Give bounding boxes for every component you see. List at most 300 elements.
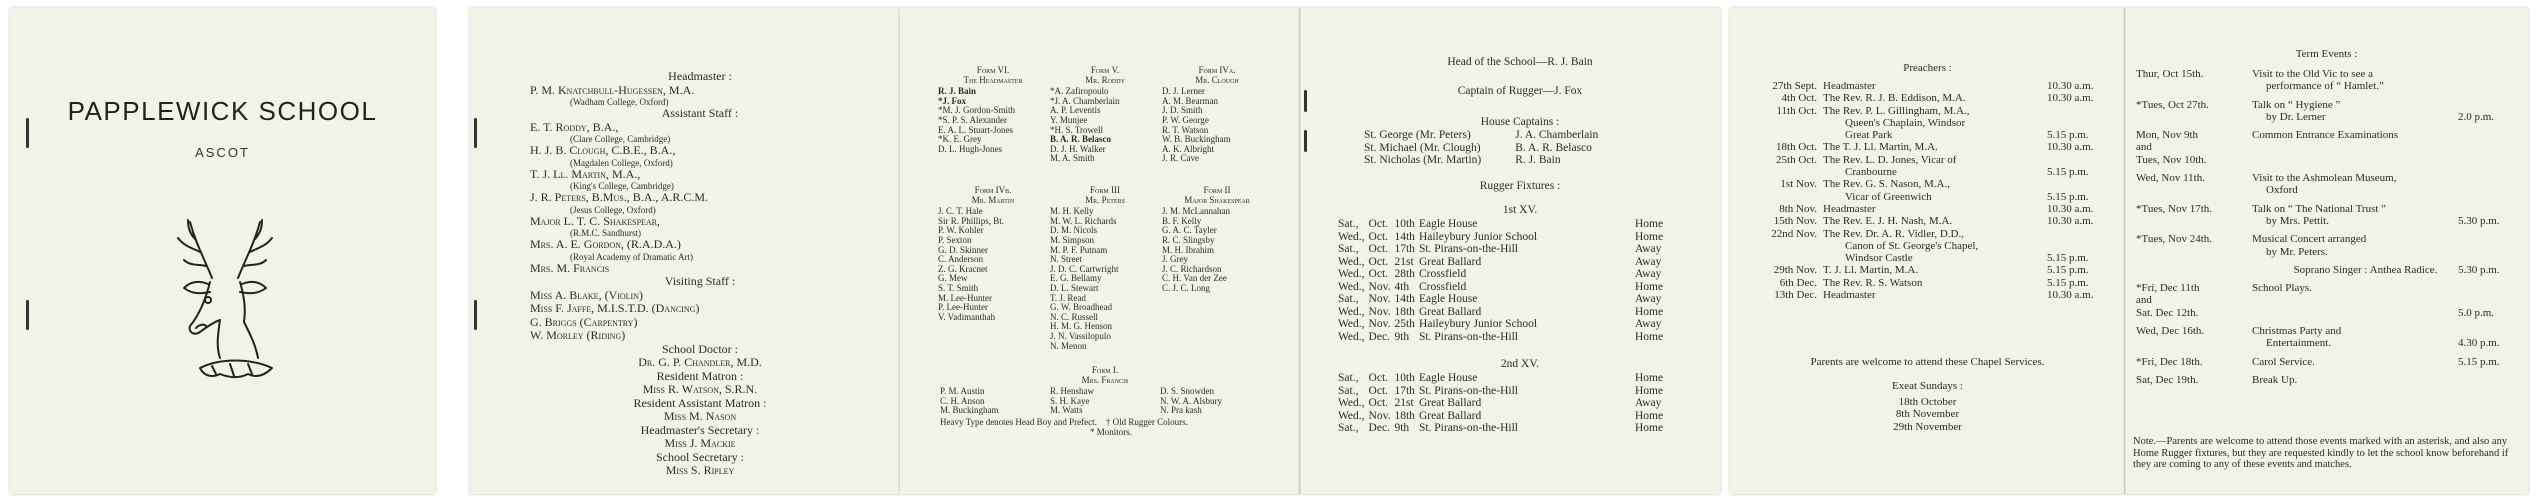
rugger-captain: Captain of Rugger—J. Fox [1457, 85, 1583, 97]
staff-name: Dr. G. P. Chandler, M.D. [638, 355, 762, 369]
event-time [2455, 233, 2523, 258]
event-line: Visit to the Ashmolean Museum, [2252, 172, 2397, 185]
event-date-line: *Tues, Nov 17th. [2136, 202, 2212, 215]
fixture-month: Oct. [1368, 255, 1389, 268]
fixture-row [1336, 243, 1665, 256]
event-line: by Mrs. Pettit. [2266, 214, 2329, 227]
event-description [2249, 99, 2455, 124]
preacher-line: Vicar of Greenwich [1845, 190, 1932, 203]
fixture-row [1336, 397, 1665, 410]
form-title: Form IVb. [974, 185, 1012, 195]
fixture-day: Wed., [1338, 230, 1365, 243]
fixture-venue: Home [1634, 384, 1664, 397]
event-line: Break Up. [2252, 373, 2298, 386]
exeat-list [1730, 396, 2125, 433]
fixture-day: Wed., [1338, 409, 1365, 422]
staff-note: (King's College, Cambridge) [570, 181, 674, 191]
fixture-date: 18th [1394, 409, 1415, 422]
event-line: Entertainment. [2266, 337, 2332, 350]
pupil-name: D. M. Nicols [1050, 225, 1097, 236]
fixture-row [1336, 422, 1665, 435]
event-description [2249, 282, 2455, 319]
event-description [2249, 68, 2455, 93]
pupil-name: G. W. Broadhead [1050, 302, 1112, 313]
fixture-month: Nov. [1368, 318, 1391, 330]
preacher-line: The Rev. P. L. Gillingham, M.A., [1823, 104, 1970, 117]
event-date [2133, 356, 2249, 368]
preacher-name [1820, 141, 2044, 153]
pupil-name: H. M. G. Henson [1050, 321, 1112, 332]
staff-name: W. Morley (Riding) [530, 328, 626, 342]
page-gutter [2124, 8, 2126, 494]
pupil-name: A. K. Albright [1162, 143, 1215, 154]
staff-name: J. R. Peters, B.Mus., B.A., A.R.C.M. [530, 190, 709, 204]
event-row [2133, 99, 2523, 124]
second-xv-fixtures [1336, 372, 1665, 435]
pupil-name: R. Henshaw [1050, 386, 1094, 397]
fixture-month: Oct. [1368, 397, 1389, 409]
fixture-month: Oct. [1368, 372, 1389, 384]
event-description [2249, 233, 2455, 258]
event-line: Oxford [2266, 184, 2298, 197]
staff-name: P. M. Knatchbull-Hugessen, M.A. [530, 82, 695, 97]
fixture-month: Dec. [1368, 422, 1390, 434]
preacher-line: The T. J. Ll. Martin, M.A. [1823, 141, 1938, 154]
staff-heading: Resident Matron : [656, 368, 744, 383]
preacher-row [1752, 277, 2096, 289]
pupil-name: Sir R. Phillips, Bt. [938, 215, 1005, 226]
fixture-month: Oct. [1368, 268, 1389, 280]
preacher-row [1752, 80, 2096, 92]
house-captain-row [1360, 129, 1602, 142]
event-date [2133, 68, 2249, 93]
pupil-name: *K. E. Grey [938, 134, 982, 145]
preacher-line: Great Park [1845, 129, 1893, 142]
soprano-time: 5.30 p.m. [2458, 263, 2500, 276]
pupil-name: G. D. Skinner [938, 244, 988, 255]
staff-note: (Jesus College, Oxford) [570, 204, 656, 215]
captain-name: B. A. R. Belasco [1515, 141, 1592, 154]
rugger-page [1300, 8, 1720, 494]
form-master: Mr. Martin [971, 194, 1015, 205]
fixture-month: Nov. [1368, 409, 1391, 422]
event-row [2133, 374, 2523, 386]
fixture-day: Wed., [1338, 268, 1365, 280]
form-one-column [940, 387, 1050, 416]
pupil-name: M. P. F. Putnam [1050, 244, 1108, 255]
event-date-line: Mon, Nov 9th [2136, 129, 2199, 142]
fixture-row [1336, 385, 1665, 398]
event-row [2133, 172, 2523, 197]
preacher-row [1752, 154, 2096, 179]
fixture-venue: Home [1634, 422, 1664, 434]
staff-note: (Wadham College, Oxford) [570, 97, 669, 107]
staff-note: (Royal Academy of Dramatic Art) [570, 251, 693, 262]
preacher-row [1752, 178, 2096, 203]
school-title: PAPPLEWICK SCHOOL [67, 96, 378, 126]
form-column [938, 186, 1048, 322]
event-date-line: *Fri, Dec 18th. [2136, 355, 2203, 368]
fixture-row [1336, 256, 1665, 269]
staff-name: Miss A. Blake, (Violin) [530, 287, 643, 302]
soprano-row [2133, 264, 2523, 276]
preacher-row [1752, 92, 2096, 104]
form-master: Mrs. Francis [1081, 374, 1129, 385]
pupil-name: B. A. R. Belasco [1050, 134, 1112, 145]
event-time [2455, 172, 2523, 197]
pupil-name: M. Watts [1050, 405, 1083, 416]
form-column [1050, 186, 1160, 351]
house-captains-title: House Captains : [1480, 116, 1560, 128]
fixture-month: Nov. [1368, 293, 1391, 305]
events-table [2133, 68, 2523, 392]
preacher-line: Windsor Castle [1845, 252, 1913, 265]
pupil-name: M. Simpson [1050, 234, 1095, 245]
event-row [2133, 233, 2523, 258]
event-time: 5.15 p.m. [2458, 355, 2500, 368]
pupil-name: D. J. H. Walker [1050, 143, 1106, 154]
preacher-date: 6th Dec. [1779, 276, 1817, 289]
event-time [2455, 68, 2523, 93]
pupil-name: M. A. Smith [1050, 153, 1095, 164]
preacher-date: 15th Nov. [1773, 215, 1817, 228]
fixture-date: 4th [1394, 280, 1410, 293]
pupil-name: G. Mew [938, 273, 968, 284]
soprano-singer: Soprano Singer : Anthea Radice. [2293, 263, 2438, 276]
event-description [2249, 356, 2455, 368]
preacher-line: The Rev. R. S. Watson [1823, 276, 1923, 289]
preacher-line: The Rev. G. S. Nason, M.A., [1823, 178, 1950, 191]
pupil-name: D. J. Lerner [1162, 86, 1205, 97]
form-master: The Headmaster [963, 74, 1023, 85]
event-date-line: *Fri, Dec 11th [2136, 282, 2200, 295]
form-title: Form IVa. [1198, 65, 1236, 75]
staff-note: (R.M.C. Sandhurst) [570, 228, 642, 238]
preacher-name [1820, 80, 2044, 92]
pupil-name: M. Buckingham [940, 405, 999, 416]
preacher-time: 10.30 a.m. [2047, 215, 2094, 228]
fixture-day: Wed., [1338, 318, 1365, 330]
staff-name: Miss S. Ripley [665, 463, 735, 477]
staff-heading: Headmaster's Secretary : [640, 422, 760, 437]
event-line: School Plays. [2252, 282, 2312, 295]
preacher-name [1820, 92, 2044, 104]
preacher-time: 10.30 a.m. [2047, 202, 2094, 215]
house-captains-table [1360, 129, 1602, 167]
preacher-date: 8th Nov. [1779, 202, 1817, 215]
fixture-venue: Away [1634, 268, 1662, 280]
pupil-name: J. C. T. Hale [938, 206, 983, 217]
preacher-time: 10.30 a.m. [2047, 289, 2094, 302]
pupil-name: R. J. Bain [938, 86, 977, 97]
event-date-line: and [2136, 141, 2152, 154]
form-one-column [1050, 387, 1160, 416]
preachers-page [1730, 8, 2125, 494]
pupil-name: C. Anderson [938, 254, 983, 265]
fixture-opponent: St. Pirans-on-the-Hill [1418, 330, 1518, 343]
fixture-venue: Home [1634, 409, 1664, 422]
forms-footnote [940, 418, 1280, 437]
event-time: 4.30 p.m. [2458, 337, 2500, 350]
event-description [2249, 203, 2455, 228]
event-row [2133, 282, 2523, 319]
fixture-day: Wed., [1338, 305, 1365, 318]
pupil-name: *J. Fox [938, 95, 966, 106]
term-events-page [2125, 8, 2528, 494]
pupil-name: N. Pra kash [1160, 405, 1202, 416]
fixture-opponent: Eagle House [1418, 372, 1478, 384]
pupil-name: D. S. Snowden [1160, 386, 1215, 397]
fixture-venue: Home [1634, 305, 1664, 318]
pupil-name: S. T. Smith [938, 282, 979, 293]
fixture-day: Wed., [1338, 280, 1365, 293]
pupil-name: A. P. Leventis [1050, 105, 1101, 116]
fixture-month: Oct. [1368, 384, 1389, 397]
event-description [2249, 325, 2455, 350]
staple-mark [474, 118, 477, 148]
fixture-day: Wed., [1338, 330, 1365, 343]
form-title: Form III [1090, 185, 1120, 195]
fixture-venue: Home [1634, 330, 1664, 343]
preacher-row [1752, 203, 2096, 215]
event-date [2133, 99, 2249, 124]
preacher-time: 5.15 p.m. [2047, 129, 2089, 142]
preacher-row [1752, 105, 2096, 142]
fixture-venue: Home [1634, 230, 1664, 243]
form-column [1162, 186, 1272, 294]
pupil-name: M. Lee-Hunter [938, 292, 992, 303]
staff-note: (Magdalen College, Oxford) [570, 157, 673, 168]
preacher-time: 5.15 p.m. [2047, 252, 2089, 265]
event-time [2455, 374, 2523, 386]
form-master: Mr. Clough [1195, 74, 1239, 85]
event-date [2133, 129, 2249, 166]
form-title: Form II [1203, 185, 1231, 195]
event-date-line: Sat, Dec 19th. [2136, 373, 2199, 386]
pupil-name: D. L. Hugh-Jones [938, 143, 1002, 154]
pupil-name: E. A. L. Stuart-Jones [938, 124, 1013, 135]
fixture-month: Oct. [1368, 243, 1389, 255]
fixture-date: 9th [1394, 422, 1410, 434]
fixture-opponent: Eagle House [1418, 293, 1478, 305]
preacher-time: 10.30 a.m. [2047, 141, 2094, 154]
preacher-name [1820, 289, 2044, 301]
pupil-name: N. Menon [1050, 340, 1087, 351]
event-time: 2.0 p.m. [2458, 110, 2495, 123]
preacher-date: 27th Sept. [1772, 80, 1817, 92]
fixture-venue: Away [1634, 293, 1662, 305]
event-date [2133, 172, 2249, 197]
event-row [2133, 356, 2523, 368]
event-date-line: Wed, Nov 11th. [2136, 172, 2205, 185]
form-one-column [1160, 387, 1270, 416]
staff-name: H. J. B. Clough, C.B.E., B.A., [530, 143, 676, 157]
fixtures-title: Rugger Fixtures : [1479, 180, 1561, 192]
preacher-name [1820, 277, 2044, 289]
fixture-row [1336, 218, 1665, 231]
event-row [2133, 325, 2523, 350]
event-row [2133, 129, 2523, 166]
event-line: performance of “ Hamlet.” [2266, 80, 2384, 93]
preacher-name [1820, 203, 2044, 215]
event-description [2249, 374, 2455, 386]
fixture-row [1336, 318, 1665, 331]
first-xv-fixtures [1336, 218, 1665, 343]
fixture-opponent: Great Ballard [1418, 397, 1482, 409]
pupil-name: C. H. Van der Zee [1162, 273, 1227, 284]
head-of-school: Head of the School—R. J. Bain [1447, 56, 1593, 68]
fixture-date: 10th [1394, 218, 1415, 230]
pupil-name: J. D. Smith [1162, 105, 1203, 116]
pupil-name: J. M. McLannahan [1162, 206, 1230, 217]
house-name: St. Michael (Mr. Clough) [1364, 141, 1481, 154]
form-column [1050, 66, 1160, 164]
pupil-name: R. C. Slingsby [1162, 234, 1215, 245]
house-captain-row [1360, 142, 1602, 155]
form-column [938, 66, 1048, 154]
fixture-day: Sat., [1338, 293, 1359, 305]
staple-mark [474, 300, 477, 330]
staff-name: Miss J. Mackie [664, 436, 736, 450]
event-date-line: Sat. Dec 12th. [2136, 306, 2199, 319]
pupil-name: C. J. C. Long [1162, 282, 1211, 293]
fixture-venue: Away [1634, 243, 1662, 255]
pupil-name: P. Lee-Hunter [938, 302, 988, 313]
bold-note: Heavy Type denotes Head Boy and Prefect. [940, 417, 1097, 427]
fixture-venue: Home [1634, 372, 1664, 384]
fixture-row [1336, 281, 1665, 294]
staff-heading: Headmaster : [668, 69, 732, 83]
fixture-row [1336, 268, 1665, 281]
event-date [2133, 203, 2249, 228]
events-note: Note.—Parents are welcome to attend those events marked with an asterisk, and also any Home Rugger fixtures, but they are requested kindly to let the school know beforehand if they are coming to any of these events and matches. [2133, 436, 2509, 470]
preachers-title: Preachers : [1903, 62, 1952, 74]
pupil-name: P. Sexton [938, 234, 972, 245]
pupil-name: W. B. Buckingham [1162, 134, 1231, 145]
form-title: Form I. [1091, 365, 1119, 375]
fixture-month: Nov. [1368, 305, 1391, 318]
pupil-name: *H. S. Trowell [1050, 124, 1104, 135]
preacher-line: Queen's Chaplain, Windsor [1845, 116, 1966, 129]
fixture-day: Sat., [1338, 372, 1359, 384]
pupil-name: E. G. Bellamy [1050, 273, 1102, 284]
event-line: Talk on “ Hygiene ” [2252, 98, 2341, 111]
fixture-row [1336, 331, 1665, 344]
exeat-date: 8th November [1895, 408, 1960, 421]
preacher-name [1820, 264, 2044, 276]
preacher-row [1752, 228, 2096, 265]
staff-list [530, 70, 870, 478]
form-master: Mr. Peters [1085, 194, 1125, 205]
preacher-date: 1st Nov. [1780, 178, 1817, 191]
form-master: Mr. Roddy [1085, 74, 1125, 85]
preacher-line: Canon of St. George's Chapel, [1845, 239, 1979, 252]
pupil-name: G. A. C. Tayler [1162, 225, 1217, 236]
preacher-row [1752, 289, 2096, 301]
pupil-name: J. C. Richardson [1162, 263, 1222, 274]
first-xv-title: 1st XV. [1502, 204, 1538, 216]
fixture-opponent: St. Pirans-on-the-Hill [1418, 243, 1518, 255]
preacher-name [1820, 215, 2044, 227]
fixture-month: Nov. [1368, 280, 1391, 293]
preacher-line: The Rev. E. J. H. Nash, M.A. [1823, 215, 1953, 228]
pupil-name: V. Vadimanthah [938, 311, 996, 322]
fixture-date: 14th [1394, 293, 1415, 305]
staple-mark [26, 300, 29, 330]
house-name: St. George (Mr. Peters) [1364, 129, 1471, 141]
fixture-opponent: Haileybury Junior School [1418, 318, 1538, 330]
fixture-opponent: Haileybury Junior School [1418, 230, 1538, 243]
fixture-date: 14th [1394, 230, 1415, 243]
pupil-name: B. F. Kelly [1162, 215, 1202, 226]
preacher-date: 22nd Nov. [1771, 227, 1817, 240]
preachers-table [1752, 80, 2096, 301]
event-line: Musical Concert arranged [2252, 233, 2367, 246]
event-line: by Mr. Peters. [2266, 245, 2328, 258]
staff-note: (Clare College, Cambridge) [570, 134, 671, 144]
fixture-month: Dec. [1368, 330, 1390, 343]
pupil-name: J. N. Vassilopulo [1050, 330, 1111, 341]
staff-name: G. Briggs (Carpentry) [530, 314, 638, 329]
pupil-name: *J. A. Chamberlain [1050, 95, 1120, 106]
pupil-name: M. H. Kelly [1050, 206, 1094, 217]
fixture-date: 9th [1394, 330, 1410, 343]
staff-page [470, 8, 900, 494]
staff-heading: Visiting Staff : [664, 274, 736, 288]
pupil-name: Z. G. Kracnet [938, 263, 988, 274]
staff-heading: School Doctor : [662, 341, 738, 356]
monitors-note: * Monitors. [1090, 426, 1133, 437]
preacher-line: The Rev. Dr. A. R. Vidler, D.D., [1823, 227, 1964, 240]
fixture-venue: Away [1634, 397, 1662, 409]
fixture-day: Wed., [1338, 255, 1365, 268]
pupil-name: P. M. Austin [940, 386, 985, 397]
event-date-line: Thur, Oct 15th. [2136, 68, 2204, 80]
forms-page [900, 8, 1300, 494]
staff-name: Mrs. A. E. Gordon, (R.A.D.A.) [530, 237, 681, 251]
preacher-line: Cranbourne [1845, 166, 1897, 179]
pupil-name: N. C. Russell [1050, 311, 1099, 322]
pupil-name: J. Grey [1162, 254, 1188, 265]
fixture-opponent: Crossfield [1418, 280, 1467, 293]
event-line: Christmas Party and [2252, 325, 2342, 338]
fixture-day: Sat., [1338, 422, 1359, 434]
chapel-note: Parents are welcome to attend these Chapel Services. [1810, 356, 2045, 368]
pupil-name: M. H. Ibrahim [1162, 244, 1214, 255]
fixture-venue: Home [1634, 280, 1664, 293]
event-date-line: *Tues, Oct 27th. [2136, 98, 2209, 111]
fixture-row [1336, 372, 1665, 385]
pupil-name: N. Street [1050, 254, 1082, 265]
event-date-line: Tues, Nov 10th. [2136, 153, 2207, 166]
fixture-date: 21st [1394, 397, 1414, 409]
preacher-row [1752, 264, 2096, 276]
fixture-venue: Home [1634, 218, 1664, 230]
staff-name: Miss F. Jaffe, M.I.S.T.D. (Dancing) [530, 301, 700, 315]
event-line: Common Entrance Examinations [2252, 129, 2399, 142]
pupil-name: T. J. Read [1050, 292, 1086, 303]
staff-heading: Assistant Staff : [661, 106, 739, 120]
fixture-date: 17th [1394, 384, 1415, 397]
fixture-row [1336, 293, 1665, 306]
fixture-row [1336, 410, 1665, 423]
fixture-opponent: St. Pirans-on-the-Hill [1418, 384, 1518, 397]
preacher-line: T. J. Ll. Martin, M.A. [1823, 264, 1919, 277]
event-date-line: *Tues, Nov 24th. [2136, 233, 2212, 246]
event-date-line: Wed, Dec 16th. [2136, 325, 2205, 338]
stag-crest-icon [160, 208, 290, 388]
event-description [2249, 129, 2455, 166]
